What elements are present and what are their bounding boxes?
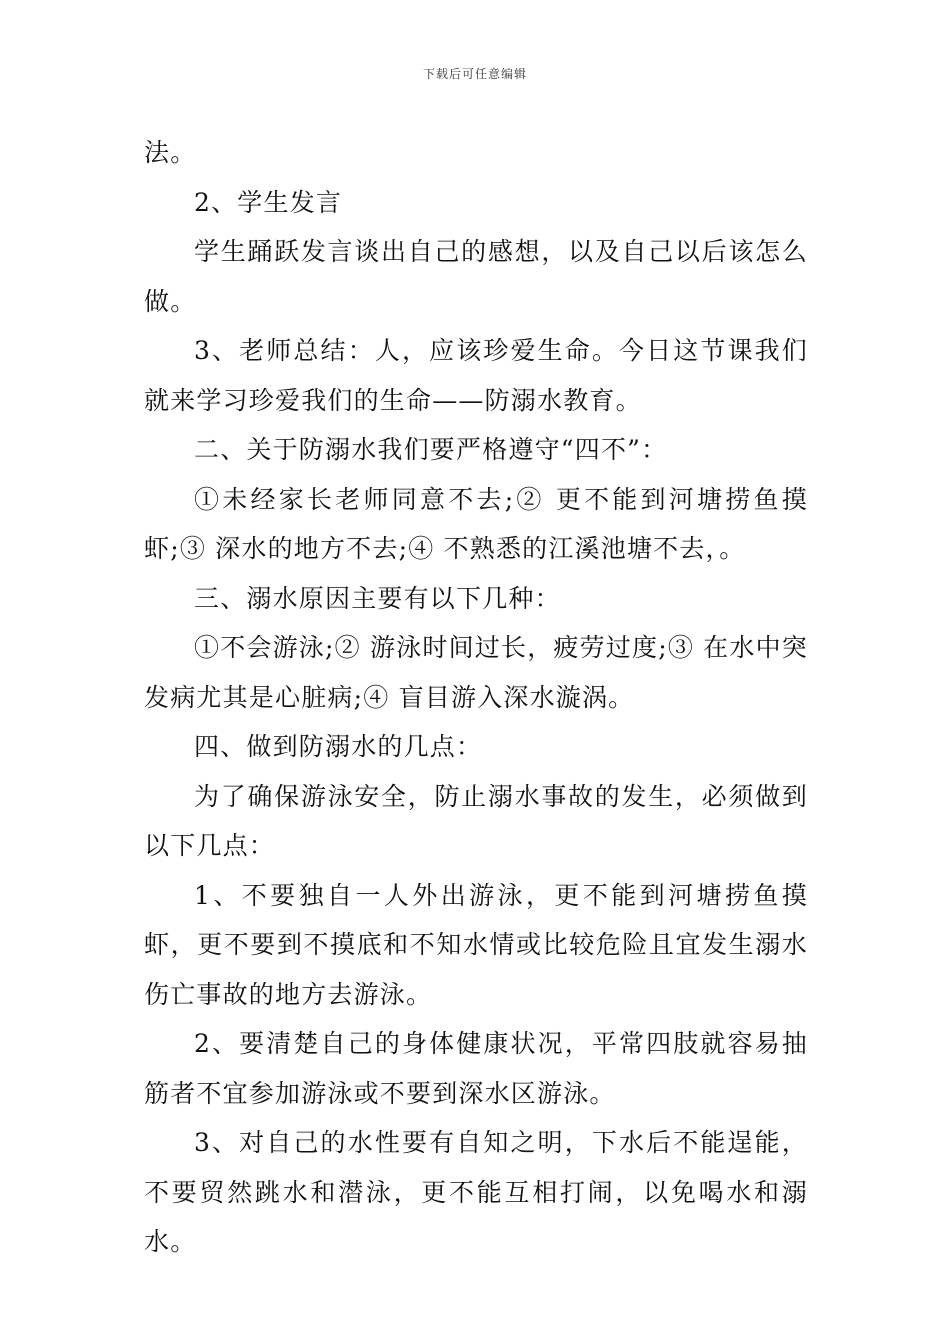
paragraph-11: 1、不要独自一人外出游泳，更不能到河塘捞鱼摸虾，更不要到不摸底和不知水情或比较危险且宜发生溺水伤亡事故的地方去游泳。: [144, 880, 808, 1009]
paragraph-2: 2、学生发言: [194, 187, 343, 217]
paragraph-3: 学生踊跃发言谈出自己的感想，以及自己以后该怎么做。: [144, 237, 808, 316]
paragraph-13: 3、对自己的水性要有自知之明，下水后不能逞能，不要贸然跳水和潜泳，更不能互相打闹，以免喝水和溺水。: [144, 1128, 808, 1256]
paragraph-12: 2、要清楚自己的身体健康状况，平常四肢就容易抽筋者不宜参加游泳或不要到深水区游泳。: [144, 1029, 808, 1108]
page-header: 下载后可任意编辑: [422, 67, 527, 81]
document-body: [144, 128, 808, 1267]
paragraph-4: 3、老师总结：人，应该珍爱生命。今日这节课我们就来学习珍爱我们的生命——防溺水教育。: [144, 336, 808, 415]
paragraph-9: 四、做到防溺水的几点：: [194, 732, 483, 761]
paragraph-1: 法。: [144, 138, 197, 167]
paragraph-7: 三、溺水原因主要有以下几种：: [194, 583, 561, 613]
paragraph-8: ①不会游泳;② 游泳时间过长，疲劳过度;③ 在水中突发病尤其是心脏病;④ 盲目游入深水漩涡。: [144, 633, 808, 712]
paragraph-6: ①未经家长老师同意不去;② 更不能到河塘捞鱼摸虾;③ 深水的地方不去;④ 不熟悉的江溪池塘不去，。: [144, 484, 808, 563]
paragraph-10: 为了确保游泳安全，防止溺水事故的发生，必须做到以下几点：: [144, 781, 808, 860]
paragraph-5: 二、关于防溺水我们要严格遵守“四不”：: [194, 435, 668, 464]
